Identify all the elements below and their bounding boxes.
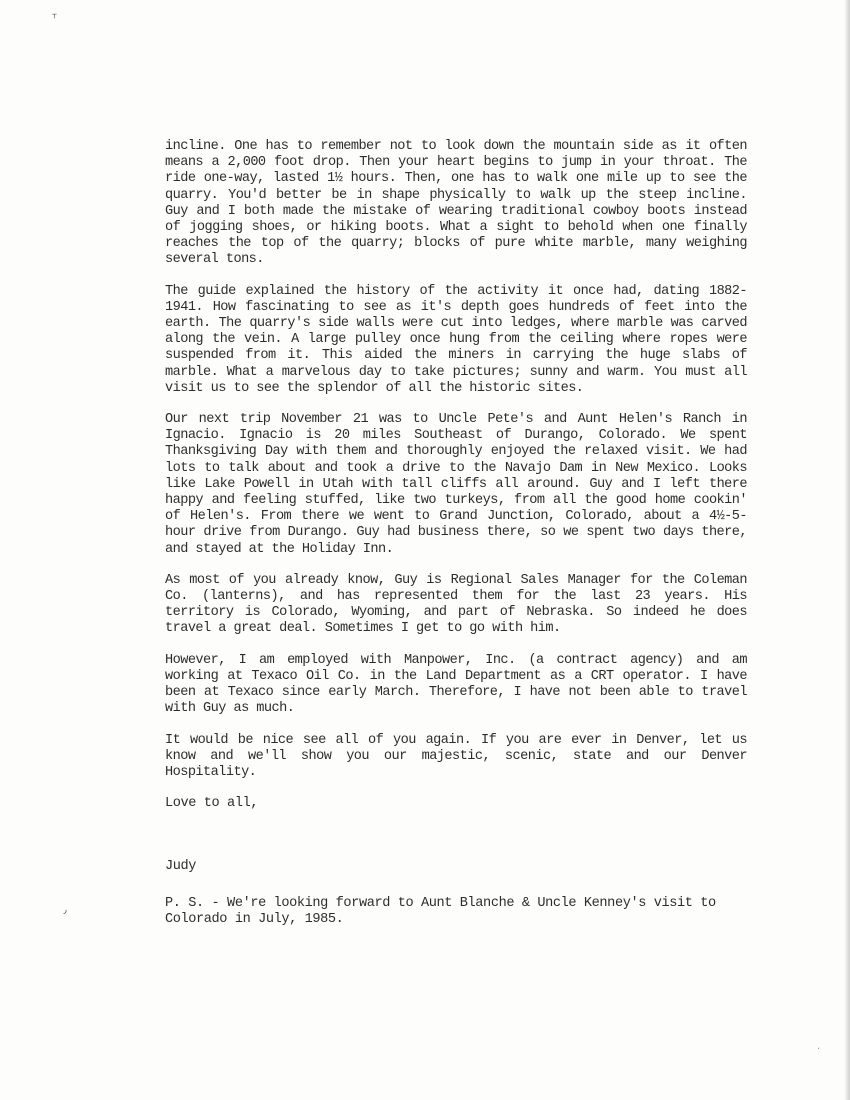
closing-line: Love to all,	[165, 796, 259, 812]
signature: Judy	[165, 859, 197, 875]
paragraph-ignacio-trip: Our next trip November 21 was to Uncle Pete's and Aunt Helen's Ranch in Ignacio. Ignacio is 20 miles Southeast of Durango, Colorado. We spent Thanksgiving Day with them and thoroughly enjoyed the relaxed visit. We had lots to talk about and took a drive to the Navajo Dam in New Mexico. Looks like Lake Powell in Utah with tall cliffs all around. Guy and I left there happy and feeling stuffed, like two turkeys, from all the good home cookin' of Helen's. From there we went to Grand Junction, Colorado, about a 4½-5-hour drive from Durango. Guy had business there, so we spent two days there, and stayed at the Holiday Inn.	[165, 412, 747, 557]
paragraph-quarry-hike: incline. One has to remember not to look down the mountain side as it often means a 2,000 foot drop. Then your heart begins to jump in your throat. The ride one-way, lasted 1½ hours. Then, one has to walk one mile up to see the quarry. You'd better be in shape physically to walk up the steep incline. Guy and I both made the mistake of wearing traditional cowboy boots instead of jogging shoes, or hiking boots. What a sight to behold when one finally reaches the top of the quarry; blocks of pure white marble, many weighing several tons.	[165, 139, 747, 268]
bottom-right-mark: ˏ	[816, 1040, 822, 1050]
left-margin-mark: ٫	[62, 906, 69, 917]
top-margin-mark: ⸆	[52, 14, 57, 25]
paragraph-guy-job: As most of you already know, Guy is Regional Sales Manager for the Coleman Co. (lanterns), and has represented them for the last 23 years. His territory is Colorado, Wyoming, and part of Nebraska. So indeed he does travel a great deal. Sometimes I get to go with him.	[165, 572, 747, 637]
postscript: P. S. - We're looking forward to Aunt Blanche & Uncle Kenney's visit to Colorado in July, 1985.	[165, 896, 716, 928]
letter-body	[165, 139, 747, 929]
paragraph-quarry-history: The guide explained the history of the activity it once had, dating 1882-1941. How fascinating to see as it's depth goes hundreds of feet into the earth. The quarry's side walls were cut into ledges, where marble was carved along the vein. A large pulley once hung from the ceiling where ropes were suspended from it. This aided the miners in carrying the huge slabs of marble. What a marvelous day to take pictures; sunny and warm. You must all visit us to see the splendor of all the historic sites.	[165, 283, 747, 396]
page-edge-shadow	[844, 0, 850, 1100]
paragraph-invitation: It would be nice see all of you again. If you are ever in Denver, let us know and we'll show you our majestic, scenic, state and our Denver Hospitality.	[165, 732, 747, 780]
paragraph-judy-job: However, I am employed with Manpower, Inc. (a contract agency) and am working at Texaco Oil Co. in the Land Department as a CRT operator. I have been at Texaco since early March. Therefore, I have not been able to travel with Guy as much.	[165, 652, 747, 717]
